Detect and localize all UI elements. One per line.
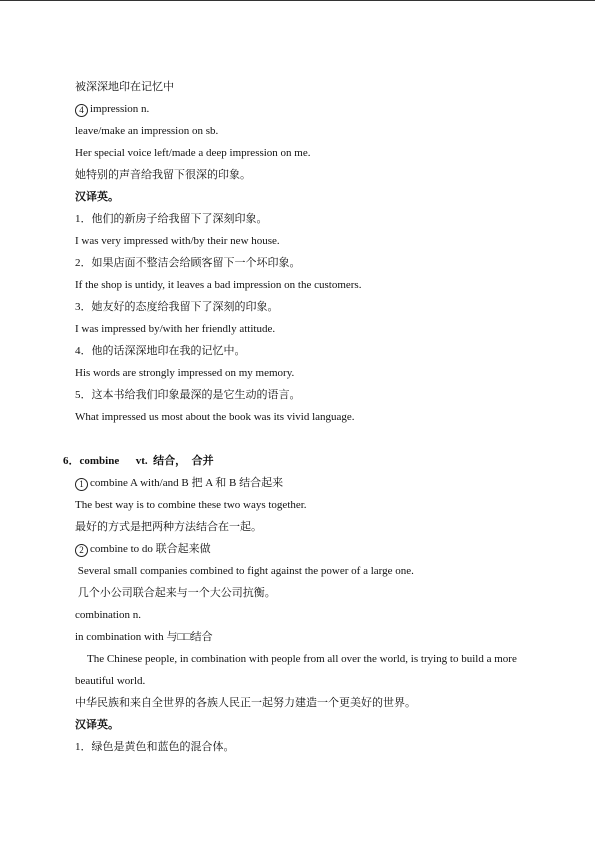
text-line: 被深深地印在记忆中 bbox=[75, 81, 174, 93]
term-text: combine A with/and B 把 A 和 B 结合起来 bbox=[90, 477, 284, 489]
exercise-item: 5．这本书给我们印象最深的是它生动的语言。 bbox=[75, 389, 301, 401]
section-heading: 6．combine vt. 结合， 合并 bbox=[63, 455, 214, 467]
section-label: 汉译英。 bbox=[75, 719, 119, 731]
text-line: combination n. bbox=[75, 609, 141, 621]
term-text: impression n. bbox=[90, 103, 150, 115]
text-line: Her special voice left/made a deep impression on me. bbox=[75, 147, 311, 159]
text-line: 她特别的声音给我留下很深的印象。 bbox=[75, 169, 251, 181]
text-line: Several small companies combined to fight against the power of a large one. bbox=[75, 565, 414, 577]
answer-line: I was impressed by/with her friendly attitude. bbox=[75, 323, 276, 335]
circled-number: 1 bbox=[75, 478, 88, 491]
circled-number: 2 bbox=[75, 544, 88, 557]
exercise-item: 1．绿色是黄色和蓝色的混合体。 bbox=[75, 741, 235, 753]
answer-line: His words are strongly impressed on my memory. bbox=[75, 367, 295, 379]
text-line: 最好的方式是把两种方法结合在一起。 bbox=[75, 521, 262, 533]
example-paragraph: The Chinese people, in combination with people from all over the world, is trying to build a more beautiful world. bbox=[75, 653, 517, 687]
term-text: combine to do 联合起来做 bbox=[90, 543, 211, 555]
answer-line: What impressed us most about the book was its vivid language. bbox=[75, 411, 355, 423]
answer-line: If the shop is untidy, it leaves a bad impression on the customers. bbox=[75, 279, 362, 291]
list-item bbox=[75, 102, 149, 117]
top-border-rule bbox=[0, 0, 595, 1]
text-line: leave/make an impression on sb. bbox=[75, 125, 219, 137]
exercise-item: 2．如果店面不整洁会给顾客留下一个坏印象。 bbox=[75, 257, 301, 269]
answer-line: I was very impressed with/by their new house. bbox=[75, 235, 280, 247]
text-line: The best way is to combine these two ways together. bbox=[75, 499, 307, 511]
exercise-item: 3．她友好的态度给我留下了深刻的印象。 bbox=[75, 301, 279, 313]
circled-number: 4 bbox=[75, 104, 88, 117]
exercise-item: 1．他们的新房子给我留下了深刻印象。 bbox=[75, 213, 268, 225]
text-line: 几个小公司联合起来与一个大公司抗衡。 bbox=[75, 587, 276, 599]
section-label: 汉译英。 bbox=[75, 191, 119, 203]
list-item bbox=[75, 476, 283, 491]
exercise-item: 4．他的话深深地印在我的记忆中。 bbox=[75, 345, 246, 357]
list-item bbox=[75, 542, 211, 557]
text-line: in combination with 与□□结合 bbox=[75, 631, 213, 643]
text-line: 中华民族和来自全世界的各族人民正一起努力建造一个更美好的世界。 bbox=[75, 697, 416, 709]
